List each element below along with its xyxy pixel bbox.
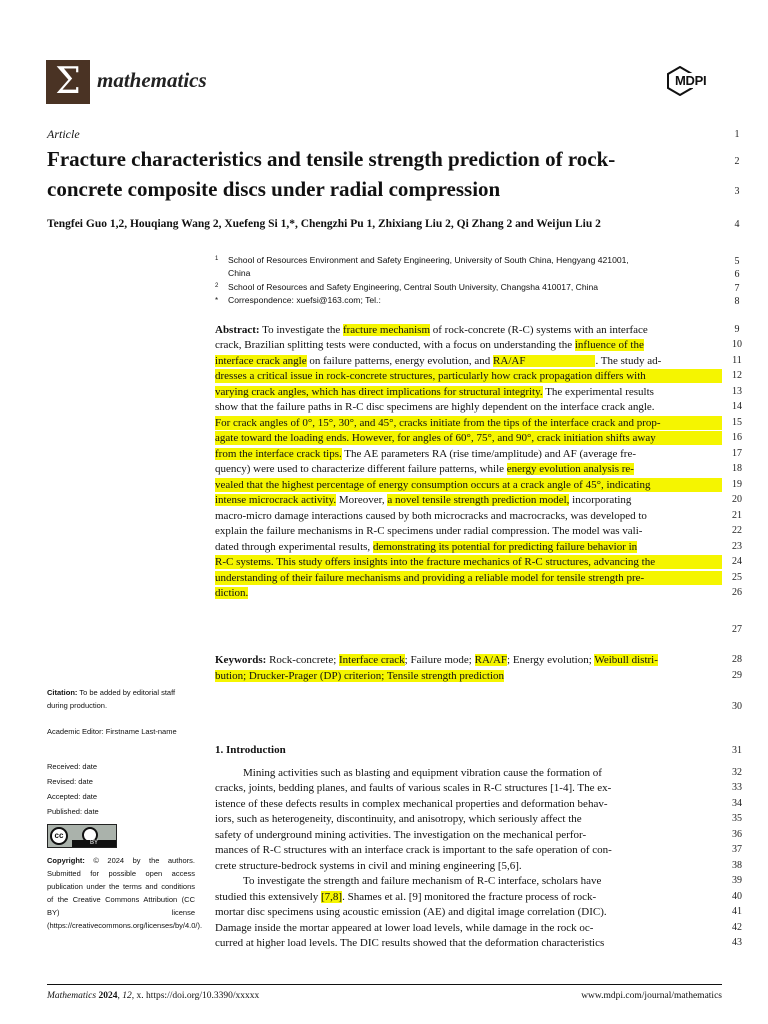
intro-line: safety of underground mining activities. The investigation on the mechanical perfor- <box>215 829 587 841</box>
footer-citation: Mathematics 2024, 12, x. https://doi.org/10.3390/xxxxx <box>47 991 260 1001</box>
intro-line: To investigate the strength and failure mechanism of R-C interface, scholars have <box>243 875 602 887</box>
line-number: 27 <box>732 624 742 635</box>
abstract-line: For crack angles of 0°, 15°, 30°, and 45°, cracks initiate from the tips of the interface crack and prop- <box>215 416 722 430</box>
affiliation-1-mark: 1 <box>215 256 219 262</box>
line-number: 1 <box>734 129 740 140</box>
abstract-line: crack, Brazilian splitting tests were conducted, with a focus on understanding the influence of the <box>215 339 644 351</box>
by-label: BY <box>72 840 116 847</box>
line-number: 6 <box>734 269 740 280</box>
intro-line: Mining activities such as blasting and equipment vibration cause the formation of <box>243 767 602 779</box>
keywords-line: Keywords: Rock-concrete; Interface crack; Failure mode; RA/AF; Energy evolution; Weibull distri- <box>215 654 658 666</box>
line-number: 29 <box>732 670 742 681</box>
line-number: 36 <box>732 829 742 840</box>
affiliation-2-line: School of Resources and Safety Engineering, Central South University, Changsha 410017, China <box>228 282 599 292</box>
line-number: 15 <box>732 417 742 428</box>
cc-by-license-badge[interactable] <box>47 824 117 848</box>
author-list: Tengfei Guo 1,2, Houqiang Wang 2, Xuefeng Si 1,*, Chengzhi Pu 1, Zhixiang Liu 2, Qi Zhang 2 and Weijun Liu 2 <box>47 218 601 230</box>
line-number: 31 <box>732 745 742 756</box>
affiliation-2-mark: 2 <box>215 283 219 289</box>
line-number: 33 <box>732 782 742 793</box>
line-number: 12 <box>732 370 742 381</box>
page-title-line1: Fracture characteristics and tensile strength prediction of rock- <box>47 147 616 171</box>
line-number: 34 <box>732 798 742 809</box>
article-type: Article <box>47 127 80 141</box>
abstract-line: understanding of their failure mechanisms and providing a reliable model for tensile strength pre- <box>215 571 722 585</box>
line-number: 40 <box>732 891 742 902</box>
abstract-line: quency) were used to characterize different failure patterns, while energy evolution analysis re- <box>215 463 634 475</box>
line-number: 16 <box>732 432 742 443</box>
line-number: 2 <box>734 156 740 167</box>
line-number: 13 <box>732 386 742 397</box>
abstract-line: agate toward the loading ends. However, for angles of 60°, 75°, and 90°, crack initiation shifts away <box>215 431 722 445</box>
cc-icon: cc <box>50 827 68 845</box>
abstract-line: interface crack angle on failure patterns, energy evolution, and RA/AF . The study ad- <box>215 355 662 367</box>
line-number: 4 <box>734 219 740 230</box>
citation-link[interactable]: [7,8] <box>321 891 343 903</box>
keywords-line: bution; Drucker-Prager (DP) criterion; Tensile strength prediction <box>215 670 505 682</box>
abstract-line: dresses a critical issue in rock-concrete structures, particularly how crack propagation differs with <box>215 369 722 383</box>
abstract-line: diction. <box>215 587 249 599</box>
footer-divider <box>47 984 722 985</box>
correspondence-mark: * <box>215 296 219 305</box>
line-number: 8 <box>734 296 740 307</box>
abstract-line: from the interface crack tips. The AE parameters RA (rise time/amplitude) and AF (average fre- <box>215 448 636 460</box>
affiliation-1-line1: School of Resources Environment and Safety Engineering, University of South China, Hengyang 421001, <box>228 255 629 265</box>
line-number: 11 <box>732 355 742 366</box>
line-number: 14 <box>732 401 742 412</box>
line-number: 26 <box>732 587 742 598</box>
footer-journal-url[interactable]: www.mdpi.com/journal/mathematics <box>581 991 722 1001</box>
intro-line: crete structure-bedrock systems in civil and mining engineering [5,6]. <box>215 860 522 872</box>
line-number: 32 <box>732 767 742 778</box>
intro-line: mortar disc specimens using acoustic emission (AE) and digital image correlation (DIC). <box>215 906 607 918</box>
revised-date: Revised: date <box>47 777 93 786</box>
intro-line: iors, such as heterogeneity, discontinuity, and anisotropy, which seriously affect the <box>215 813 582 825</box>
line-number: 41 <box>732 906 742 917</box>
intro-heading: 1. Introduction <box>215 744 286 756</box>
line-number: 10 <box>732 339 742 350</box>
intro-line: curred at higher load levels. The DIC results showed that the deformation characteristics <box>215 937 605 949</box>
line-number: 23 <box>732 541 742 552</box>
line-number: 39 <box>732 875 742 886</box>
line-number: 21 <box>732 510 742 521</box>
line-number: 30 <box>732 701 742 712</box>
line-number: 9 <box>734 324 740 335</box>
line-number: 24 <box>732 556 742 567</box>
citation-note: Citation: To be added by editorial staff during production. <box>47 688 176 710</box>
abstract-line: vealed that the highest percentage of energy consumption occurs at a crack angle of 45°, indicating <box>215 478 722 492</box>
intro-line: mances of R-C structures with an interface crack is important to the safe operation of con- <box>215 844 612 856</box>
intro-line: studied this extensively [7,8]. Shames et al. [9] monitored the fracture process of rock- <box>215 891 597 903</box>
page-title-line2: concrete composite discs under radial compression <box>47 177 501 201</box>
publisher-label: MDPI <box>675 73 707 88</box>
line-number: 37 <box>732 844 742 855</box>
correspondence-line: Correspondence: xuefsi@163.com; Tel.: <box>228 295 381 305</box>
line-number: 19 <box>732 479 742 490</box>
line-number: 28 <box>732 654 742 665</box>
abstract-line: dated through experimental results, demonstrating its potential for predicting failure behavior in <box>215 541 638 553</box>
received-date: Received: date <box>47 762 98 771</box>
line-number: 22 <box>732 525 742 536</box>
line-number: 38 <box>732 860 742 871</box>
abstract-line: Abstract: To investigate the fracture mechanism of rock-concrete (R-C) systems with an interface <box>215 324 648 336</box>
abstract-line: macro-micro damage interactions caused by both microcracks and macrocracks, was developed to <box>215 510 647 522</box>
intro-line: cracks, joints, bedding planes, and faults of various scales in R-C structures [1-4]. The ex- <box>215 782 612 794</box>
line-number: 5 <box>734 256 740 267</box>
line-number: 42 <box>732 922 742 933</box>
accepted-date: Accepted: date <box>47 792 98 801</box>
affiliation-1-line2: China <box>228 268 251 278</box>
sigma-icon: Σ <box>55 61 81 102</box>
intro-line: Damage inside the mortar appeared at lower load levels, while damage in the rock oc- <box>215 922 594 934</box>
abstract-line: R-C systems. This study offers insights into the fracture mechanics of R-C structures, advancing the <box>215 555 722 569</box>
line-number: 17 <box>732 448 742 459</box>
academic-editor: Academic Editor: Firstname Last-name <box>47 727 177 736</box>
line-number: 20 <box>732 494 742 505</box>
line-number: 43 <box>732 937 742 948</box>
intro-line: istence of these defects results in complex mechanical properties and deformation behav- <box>215 798 608 810</box>
line-number: 3 <box>734 186 740 197</box>
line-number: 35 <box>732 813 742 824</box>
abstract-line: show that the failure paths in R-C disc specimens are highly dependent on the interface crack angle. <box>215 401 655 413</box>
mdpi-logo <box>666 66 722 96</box>
published-date: Published: date <box>47 807 99 816</box>
copyright-notice: Copyright: © 2024 by the authors. Submitted for possible open access publication under the terms and conditions of the Creative Commons Attribution (CC BY) license (https://creativecommons.org/licenses/by/4.0/). <box>47 856 203 930</box>
line-number: 7 <box>734 283 740 294</box>
line-number: 25 <box>732 572 742 583</box>
line-number: 18 <box>732 463 742 474</box>
journal-logo-box <box>46 60 90 104</box>
abstract-line: intense microcrack activity. Moreover, a novel tensile strength prediction model, incorporating <box>215 494 632 506</box>
journal-name: mathematics <box>97 68 207 92</box>
abstract-line: explain the failure mechanisms in R-C specimens under radial compression. The model was vali- <box>215 525 643 537</box>
abstract-line: varying crack angles, which has direct implications for structural integrity. The experimental results <box>215 386 654 398</box>
